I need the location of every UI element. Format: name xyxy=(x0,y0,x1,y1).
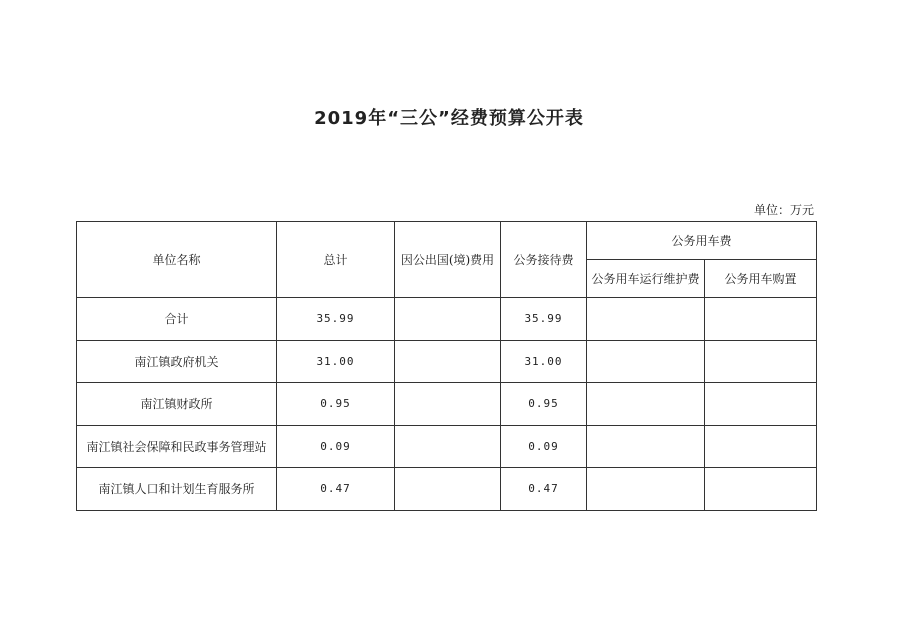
cell-total: 0.09 xyxy=(277,425,395,468)
header-vehicle: 公务用车费 xyxy=(587,222,817,260)
cell-vehicle-purchase xyxy=(705,468,817,511)
table-row xyxy=(77,468,817,511)
table-row xyxy=(77,340,817,383)
header-name: 单位名称 xyxy=(77,222,277,298)
cell-vehicle-purchase xyxy=(705,383,817,426)
table-row xyxy=(77,383,817,426)
header-abroad: 因公出国(境)费用 xyxy=(395,222,501,298)
cell-reception: 31.00 xyxy=(501,340,587,383)
header-vehicle-purchase: 公务用车购置 xyxy=(705,260,817,298)
header-row xyxy=(77,222,817,260)
cell-reception: 0.47 xyxy=(501,468,587,511)
cell-vehicle-maintenance xyxy=(587,340,705,383)
cell-abroad xyxy=(395,340,501,383)
cell-reception: 0.09 xyxy=(501,425,587,468)
cell-vehicle-purchase xyxy=(705,340,817,383)
cell-name: 合计 xyxy=(77,298,277,341)
cell-abroad xyxy=(395,468,501,511)
header-reception: 公务接待费 xyxy=(501,222,587,298)
cell-total: 0.95 xyxy=(277,383,395,426)
cell-abroad xyxy=(395,383,501,426)
cell-name: 南江镇政府机关 xyxy=(77,340,277,383)
cell-name: 南江镇财政所 xyxy=(77,383,277,426)
cell-vehicle-maintenance xyxy=(587,425,705,468)
cell-abroad xyxy=(395,425,501,468)
cell-vehicle-purchase xyxy=(705,298,817,341)
cell-total: 31.00 xyxy=(277,340,395,383)
cell-vehicle-maintenance xyxy=(587,468,705,511)
cell-vehicle-purchase xyxy=(705,425,817,468)
table-row xyxy=(77,425,817,468)
cell-vehicle-maintenance xyxy=(587,383,705,426)
cell-reception: 0.95 xyxy=(501,383,587,426)
cell-name: 南江镇社会保障和民政事务管理站 xyxy=(77,425,277,468)
budget-table xyxy=(76,221,817,511)
cell-total: 0.47 xyxy=(277,468,395,511)
cell-vehicle-maintenance xyxy=(587,298,705,341)
cell-name: 南江镇人口和计划生育服务所 xyxy=(77,468,277,511)
page-title: 2019年“三公”经费预算公开表 xyxy=(314,108,584,129)
header-total: 总计 xyxy=(277,222,395,298)
table-row xyxy=(77,298,817,341)
cell-abroad xyxy=(395,298,501,341)
cell-reception: 35.99 xyxy=(501,298,587,341)
header-vehicle-maintenance: 公务用车运行维护费 xyxy=(587,260,705,298)
unit-label: 单位：万元 xyxy=(753,203,814,217)
cell-total: 35.99 xyxy=(277,298,395,341)
